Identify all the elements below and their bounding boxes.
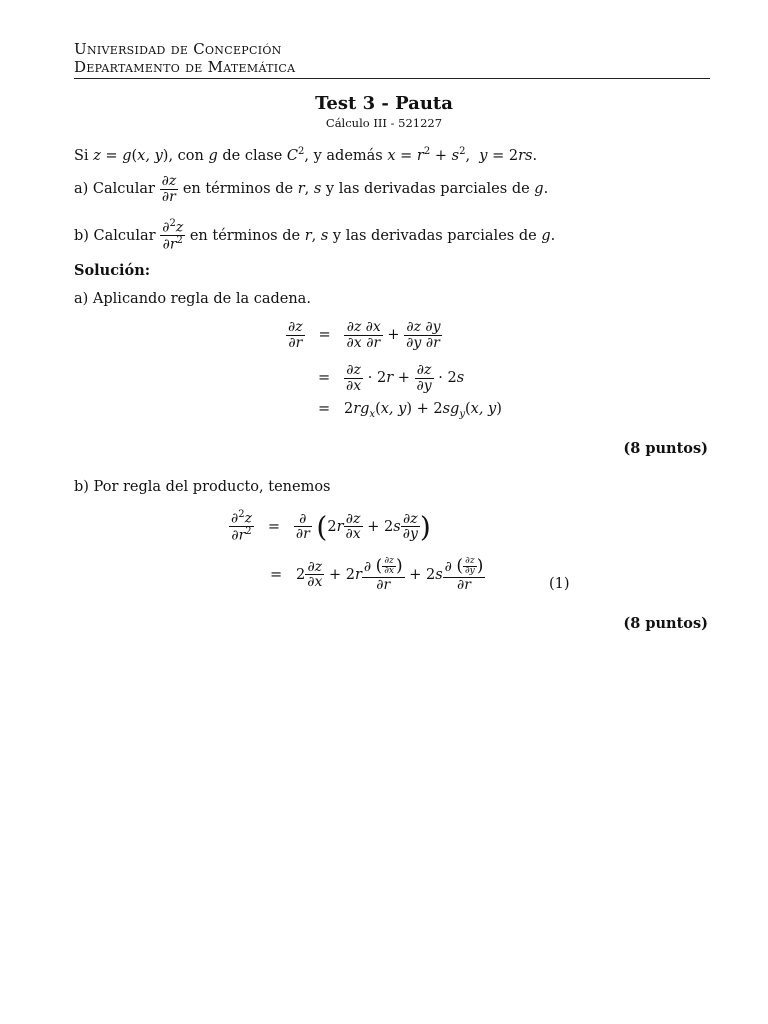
part-b-intro: b) Por regla del producto, tenemos xyxy=(74,479,331,495)
document-title: Test 3 - Pauta xyxy=(315,93,453,114)
part-a-points: (8 puntos) xyxy=(623,440,708,457)
university-name: Universidad de Concepción xyxy=(74,40,282,58)
department-name: Departamento de Matemática xyxy=(74,58,296,76)
equation-a-line-3: = $2rg_x(x$, $y) + 2sg_y(x$, y) xyxy=(318,401,502,420)
part-a-statement: a) Calcular $\frac{\partial z}{\partial r}$ en términos de r, s y las derivadas parciales de g. xyxy=(74,173,549,205)
equation-a-line-1: $\frac{\partial z}{\partial r}$ = $\frac{\partial z}{\partial x}$ $\frac{\partial x}{\partial r}$ + $\frac{\partial z}{\partial y}$ $\frac{\partial y}{\partial r}$ xyxy=(288,319,441,351)
part-a-intro: a) Aplicando regla de la cadena. xyxy=(74,291,311,307)
document-subtitle: Cálculo III - 521227 xyxy=(325,116,443,130)
solution-heading: Solución: xyxy=(74,262,151,279)
part-b-points: (8 puntos) xyxy=(623,615,708,632)
equation-number: (1) xyxy=(549,576,570,592)
problem-statement: Si z = g(x, y), con g de clase $C^2$, y además $x = r^2 + s^2$, y = 2rs. xyxy=(74,146,538,164)
header-rule xyxy=(74,78,710,79)
equation-b-line-2: = 2 $\frac{\partial z}{\partial x}$ + 2r ∂ ( $\frac{\partial z}{\partial x}$ ) ∂r + 2s ∂ ( $\frac{\partial z}{\partial y}$ ) ∂r xyxy=(270,556,484,593)
equation-b-line-1: $\frac{\partial^2z}{\partial r^2}$ = $\frac{\partial}{\partial r}$ (2r $\frac{\partial z}{\partial x}$ + 2s $\frac{\partial z}{\partial y}$ ) xyxy=(231,509,431,544)
part-b-statement: b) Calcular $\frac{\partial^2z}{\partial r^2}$ en términos de r, s y las derivadas parciales de g. xyxy=(74,218,556,253)
equation-a-line-2: = $\frac{\partial z}{\partial x}$ · 2r + $\frac{\partial z}{\partial y}$ · 2s xyxy=(318,362,465,394)
